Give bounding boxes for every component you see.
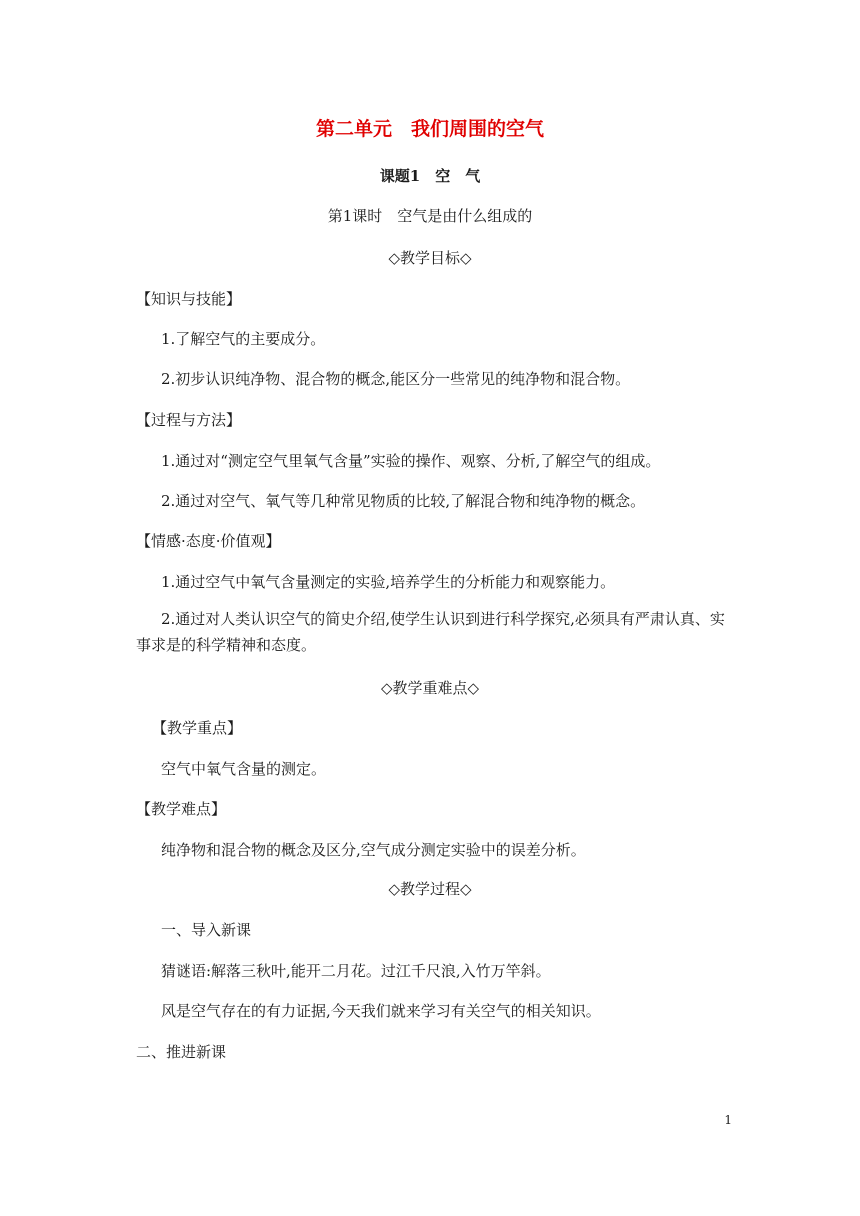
intro-heading: 一、导入新课	[161, 921, 252, 939]
unit-title: 第二单元 我们周围的空气	[315, 118, 544, 140]
key-point-text: 空气中氧气含量的测定。	[161, 760, 327, 778]
emotion-item-2: 2.通过对人类认识空气的简史介绍,使学生认识到进行科学探究,必须具有严肃认真、实事求是的科学精神和态度。	[136, 610, 725, 654]
page-number: 1	[724, 1113, 732, 1127]
lesson-title: 课题1 空 气	[379, 167, 481, 185]
period-title: 第1课时 空气是由什么组成的	[327, 207, 533, 225]
difficulty-heading: 【教学难点】	[136, 800, 227, 818]
section-key-points: ◇教学重难点◇	[380, 679, 480, 697]
new-lesson-heading: 二、推进新课	[136, 1043, 227, 1061]
difficulty-text: 纯净物和混合物的概念及区分,空气成分测定实验中的误差分析。	[161, 841, 586, 859]
section-objectives: ◇教学目标◇	[388, 249, 472, 267]
intro-text: 风是空气存在的有力证据,今天我们就来学习有关空气的相关知识。	[161, 1002, 601, 1020]
key-point-heading: 【教学重点】	[152, 719, 243, 737]
knowledge-item-1: 1.了解空气的主要成分。	[161, 330, 326, 348]
emotion-heading: 【情感·态度·价值观】	[136, 532, 281, 550]
section-process: ◇教学过程◇	[388, 880, 472, 898]
knowledge-item-2: 2.初步认识纯净物、混合物的概念,能区分一些常见的纯净物和混合物。	[161, 370, 631, 388]
method-item-1: 1.通过对“测定空气里氧气含量”实验的操作、观察、分析,了解空气的组成。	[161, 452, 661, 470]
emotion-item-1: 1.通过空气中氧气含量测定的实验,培养学生的分析能力和观察能力。	[161, 573, 616, 591]
method-heading: 【过程与方法】	[136, 411, 242, 429]
method-item-2: 2.通过对空气、氧气等几种常见物质的比较,了解混合物和纯净物的概念。	[161, 492, 646, 510]
intro-riddle: 猜谜语:解落三秋叶,能开二月花。过江千尺浪,入竹万竿斜。	[161, 962, 551, 980]
knowledge-heading: 【知识与技能】	[136, 290, 242, 308]
